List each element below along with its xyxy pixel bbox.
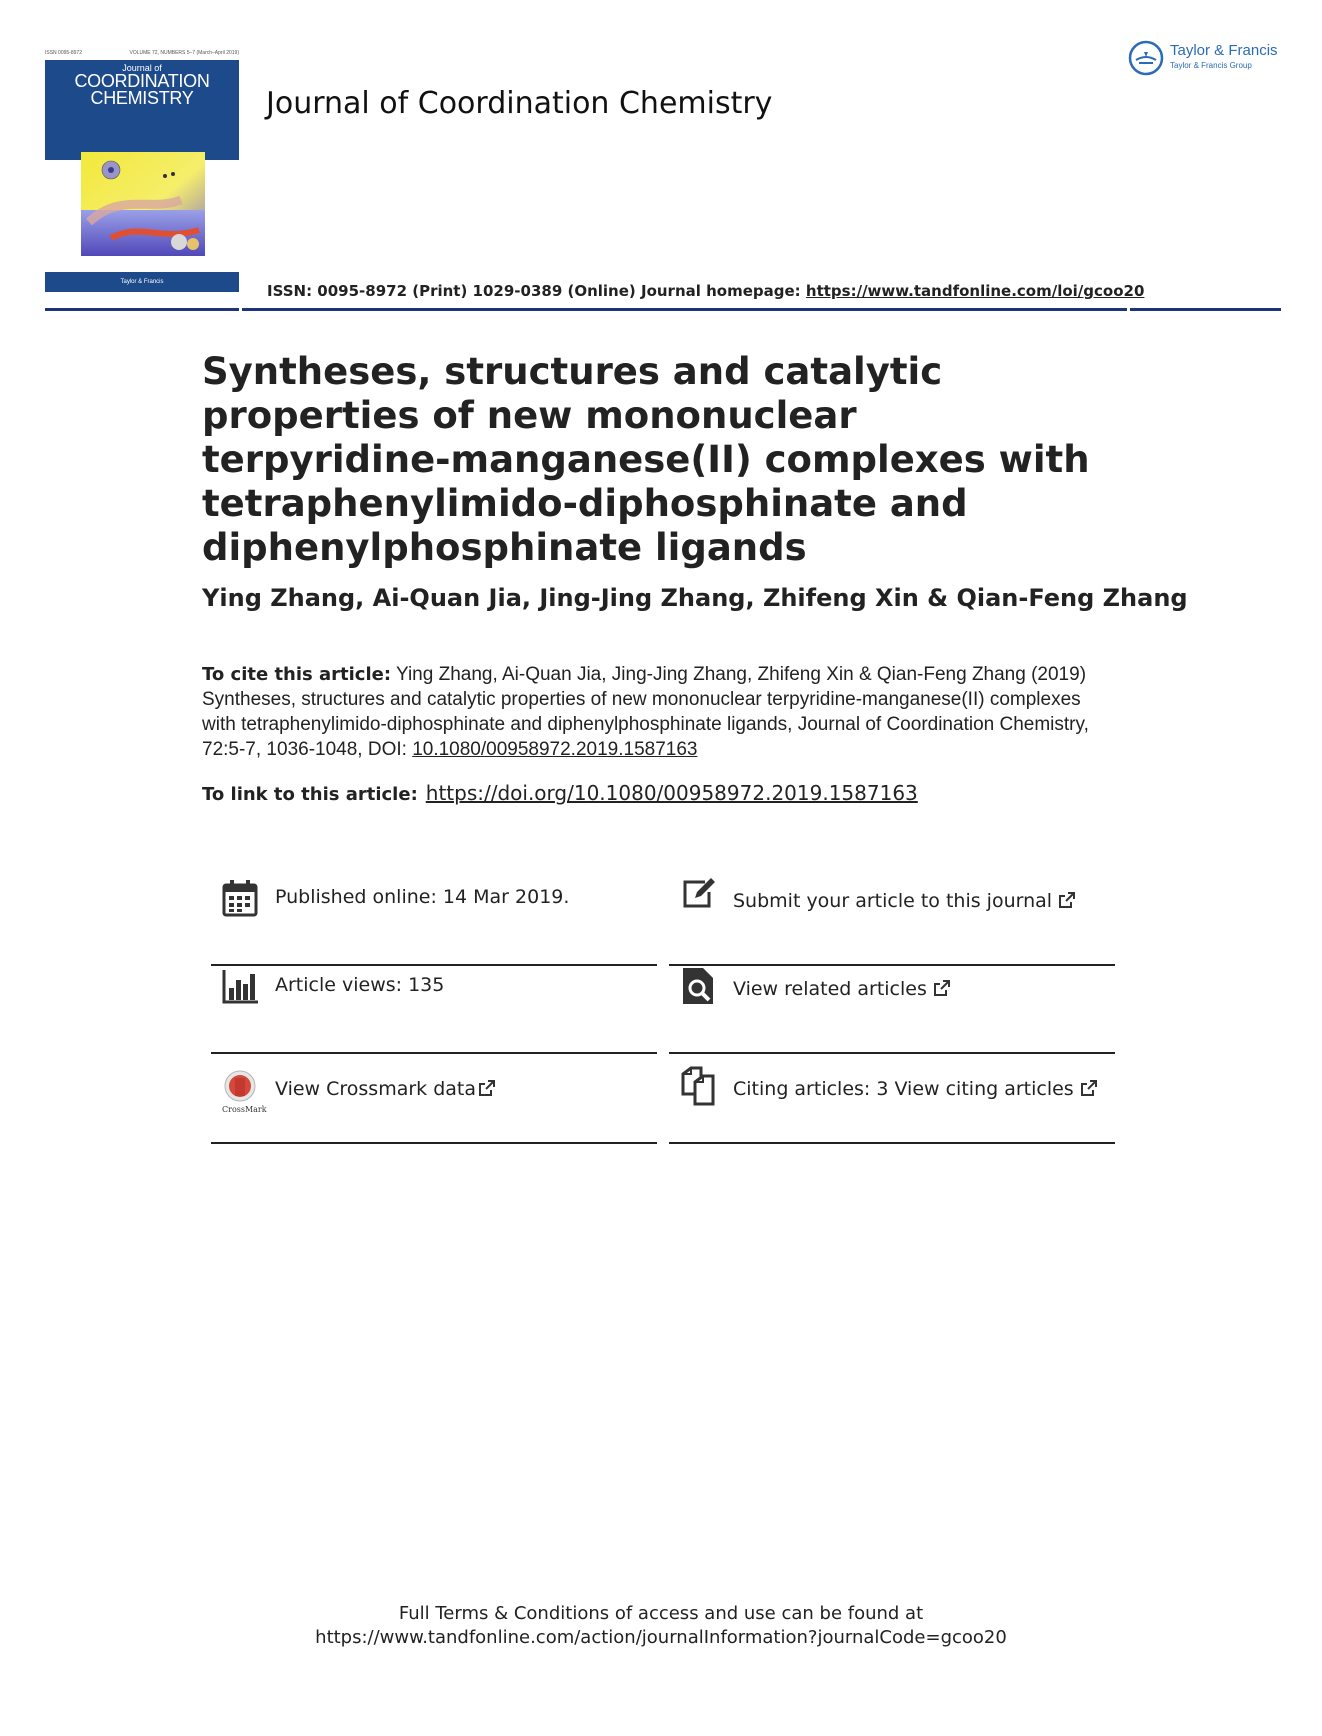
journal-homepage-link[interactable]: https://www.tandfonline.com/loi/gcoo20: [805, 282, 1145, 300]
published-cell: [211, 878, 657, 966]
bar-chart-icon: [221, 966, 259, 1006]
journal-cover: [45, 50, 239, 292]
submit-cell[interactable]: [669, 878, 1115, 966]
cell-divider: [669, 1142, 1115, 1144]
external-link-icon: [478, 1079, 496, 1097]
article-doi-link[interactable]: https://doi.org/10.1080/00958972.2019.1587163: [425, 781, 918, 805]
issn-homepage-line: [267, 282, 1144, 300]
taylor-francis-logo-icon: [1128, 40, 1164, 76]
cover-issn-line: [45, 50, 239, 60]
external-link-icon: [1058, 891, 1076, 909]
citing-cell[interactable]: [669, 1054, 1115, 1142]
article-authors: Ying Zhang, Ai-Quan Jia, Jing-Jing Zhang, Zhifeng Xin & Qian-Feng Zhang: [202, 584, 1188, 612]
citing-articles-label: Citing articles: 3 View citing articles: [733, 1078, 1074, 1100]
external-link-icon: [933, 979, 951, 997]
cover-journal-of: Journal of: [122, 63, 162, 73]
published-date: Published online: 14 Mar 2019.: [275, 886, 570, 908]
cell-divider: [211, 1142, 657, 1144]
crossmark-logo-text: CrossMark: [222, 1105, 267, 1114]
crossmark-label: View Crossmark data: [275, 1078, 477, 1100]
submit-article-link[interactable]: [733, 890, 1076, 912]
article-title: Syntheses, structures and catalytic properties of new mononuclear terpyridine-manganese(II) complexes with tetraphenylimido-diphosphinate and diphenylphosphinate ligands: [202, 350, 1090, 569]
related-articles-link[interactable]: [733, 978, 951, 1000]
cover-title-band: [45, 60, 239, 160]
calendar-icon: [221, 878, 259, 918]
terms-line: Full Terms & Conditions of access and use can be found at: [398, 1603, 924, 1624]
publisher-name: Taylor & Francis: [1170, 42, 1278, 59]
terms-url-link[interactable]: https://www.tandfonline.com/action/journalInformation?journalCode=gcoo20: [315, 1627, 1007, 1648]
article-views: Article views: 135: [275, 974, 445, 996]
cover-publisher: Taylor & Francis: [120, 279, 164, 285]
cover-name-line2: CHEMISTRY: [90, 88, 194, 108]
header-rule: [45, 308, 1281, 311]
rule-gap: [1127, 308, 1130, 311]
link-label: To link to this article:: [202, 784, 418, 805]
copy-documents-icon: [679, 1066, 717, 1106]
submit-article-label: Submit your article to this journal: [733, 890, 1053, 912]
related-cell[interactable]: [669, 966, 1115, 1054]
edit-icon: [679, 874, 717, 914]
article-link-line: [202, 781, 918, 805]
crossmark-icon: [221, 1070, 259, 1110]
external-link-icon: [1080, 1079, 1098, 1097]
cover-artwork: [81, 152, 205, 256]
related-articles-label: View related articles: [733, 978, 927, 1000]
crossmark-link[interactable]: [275, 1078, 496, 1100]
terms-footer: [0, 1602, 1322, 1650]
cover-name-line1: COORDINATION: [74, 71, 210, 91]
publisher-group: Taylor & Francis Group: [1170, 61, 1252, 70]
cite-doi-link[interactable]: 10.1080/00958972.2019.1587163: [412, 739, 698, 760]
cite-label: To cite this article:: [202, 664, 392, 685]
rule-gap: [239, 308, 242, 311]
search-document-icon: [679, 966, 717, 1006]
issn-text: ISSN: 0095-8972 (Print) 1029-0389 (Online) Journal homepage:: [267, 282, 806, 300]
citing-articles-link[interactable]: [733, 1078, 1098, 1100]
crossmark-cell[interactable]: [211, 1054, 657, 1142]
citation-block: [202, 662, 1102, 762]
cover-publisher-band: [45, 272, 239, 292]
cover-volume: VOLUME 72, NUMBERS 5–7 (March–April 2019): [129, 50, 239, 56]
journal-title[interactable]: Journal of Coordination Chemistry: [266, 86, 773, 121]
views-cell: [211, 966, 657, 1054]
cover-issn: ISSN 0095-8972: [45, 50, 82, 56]
cite-text: Ying Zhang, Ai-Quan Jia, Jing-Jing Zhang, Zhifeng Xin & Qian-Feng Zhang (2019) Syntheses, structures and catalytic properties of new mononuclear terpyridine-manganese(II) complexes with tetraphenylimido-diphosphinate and diphenylphosphinate ligands, Journal of Coordination Chemistry, 72:5-7, 1036-1048, DOI:: [202, 664, 1089, 760]
publisher-logo[interactable]: [1128, 38, 1288, 78]
